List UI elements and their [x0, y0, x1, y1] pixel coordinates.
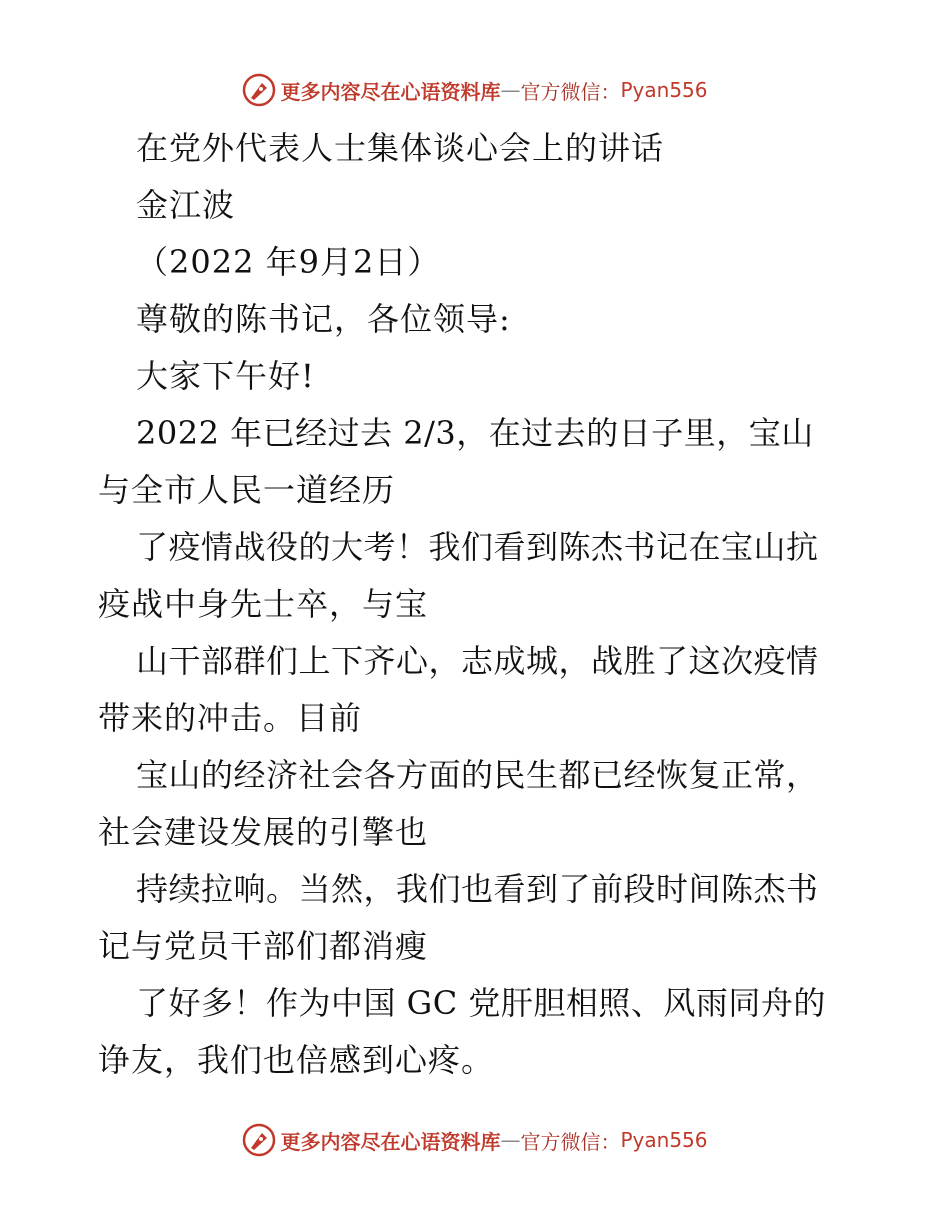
paragraph-line: 带来的冲击。目前 [98, 699, 363, 737]
paragraph-line: 诤友，我们也倍感到心疼。 [98, 1041, 495, 1079]
watermark-separator: — [500, 1128, 521, 1152]
paragraph-line: 社会建设发展的引擎也 [98, 813, 429, 851]
paragraph-line: 山干部群们上下齐心，志成城，战胜了这次疫情 [136, 642, 819, 680]
watermark-separator: — [500, 78, 521, 102]
header-watermark [0, 70, 950, 110]
paragraph-line: 2022 年已经过去 2/3，在过去的日子里，宝山 [136, 414, 814, 452]
paragraph-line: 与全市人民一道经历 [98, 471, 396, 509]
paragraph-line: 了好多！作为中国 GC 党肝胆相照、风雨同舟的 [136, 984, 826, 1022]
pen-nib-logo-icon [242, 1123, 276, 1157]
document-author: 金江波 [136, 186, 236, 224]
watermark-text: 更多内容尽在心语资料库 [280, 1129, 501, 1154]
paragraph-line: 持续拉响。当然，我们也看到了前段时间陈杰书 [136, 870, 819, 908]
document-body [98, 120, 858, 1089]
paragraph-line: 记与党员干部们都消瘦 [98, 927, 429, 965]
paragraph-line: 宝山的经济社会各方面的民生都已经恢复正常， [136, 756, 819, 794]
document-salutation: 尊敬的陈书记，各位领导: [136, 300, 511, 338]
paragraph-line: 疫战中身先士卒，与宝 [98, 585, 429, 623]
document-greeting: 大家下午好! [136, 357, 315, 395]
paragraph-line: 了疫情战役的大考！我们看到陈杰书记在宝山抗 [136, 528, 819, 566]
footer-watermark [0, 1120, 950, 1160]
watermark-text: 更多内容尽在心语资料库 [280, 79, 501, 104]
pen-nib-logo-icon [242, 73, 276, 107]
watermark-wechat-label: 官方微信： [520, 79, 621, 104]
watermark-wechat-id: Pyan556 [620, 78, 708, 102]
watermark-wechat-label: 官方微信： [520, 1129, 621, 1154]
watermark-wechat-id: Pyan556 [620, 1128, 708, 1152]
document-date: （2022 年9月2日） [136, 243, 441, 281]
document-title: 在党外代表人士集体谈心会上的讲话 [136, 129, 665, 167]
